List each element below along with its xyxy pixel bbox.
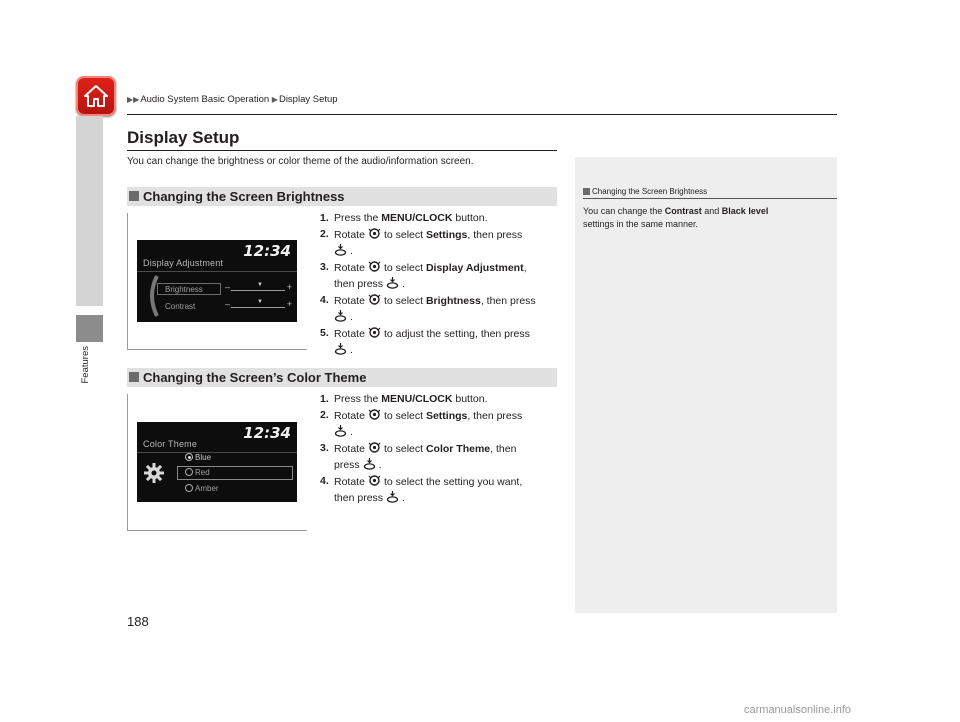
note-square-icon (583, 188, 590, 195)
breadcrumb (127, 94, 338, 105)
breadcrumb-link-audio[interactable]: Audio System Basic Operation (140, 94, 270, 105)
screen-clock: 12:34 (243, 424, 291, 442)
side-tab-background (76, 116, 103, 306)
side-tab-marker (76, 315, 103, 342)
step: 3. Rotate to select Color Theme, then press . (320, 442, 517, 471)
brightness-screen (137, 240, 297, 322)
selector-knob-icon (368, 260, 381, 273)
brightness-screenshot (127, 213, 307, 350)
screen-divider (137, 452, 297, 453)
selector-knob-icon (368, 408, 381, 421)
screen-clock: 12:34 (243, 242, 291, 260)
intro-text: You can change the brightness or color theme of the audio/information screen. (127, 156, 474, 167)
breadcrumb-current: Display Setup (278, 94, 338, 105)
selector-knob-icon (368, 441, 381, 454)
step: 4. Rotate to select the setting you want, then press . (320, 475, 523, 504)
watermark: carmanualsonline.info (744, 704, 852, 716)
press-knob-icon (334, 342, 347, 355)
title-rule (127, 150, 557, 151)
breadcrumb-arrow-icon: ▶ (271, 95, 278, 104)
step: 1. Press the MENU/CLOCK button. (320, 212, 488, 224)
option-blue[interactable]: Blue (185, 453, 211, 462)
screen-title: Color Theme (143, 439, 198, 449)
note-heading: Changing the Screen Brightness (583, 187, 707, 196)
color-theme-screenshot (127, 394, 307, 531)
step: 1. Press the MENU/CLOCK button. (320, 393, 488, 405)
page-number: 188 (127, 614, 149, 629)
step: 2. Rotate to select Settings, then press . (320, 409, 523, 438)
radio-icon (185, 484, 193, 492)
section-heading-color-theme: Changing the Screen’s Color Theme (127, 368, 557, 387)
breadcrumb-arrow-icon: ▶▶ (127, 95, 140, 104)
selector-knob-icon (368, 227, 381, 240)
brightness-steps (320, 211, 536, 358)
press-knob-icon (386, 490, 399, 503)
color-theme-steps (320, 392, 522, 506)
selector-knob-icon (368, 326, 381, 339)
selector-knob-icon (368, 293, 381, 306)
screen-title: Display Adjustment (143, 258, 224, 268)
home-icon (83, 83, 109, 109)
page-title: Display Setup (127, 128, 240, 147)
radio-icon (185, 468, 193, 476)
section-square-icon (129, 372, 139, 382)
press-knob-icon (386, 276, 399, 289)
gear-icon (143, 462, 165, 484)
selector-arc-icon (145, 274, 159, 318)
option-contrast[interactable]: Contrast (165, 302, 196, 311)
press-knob-icon (334, 309, 347, 322)
step: 4. Rotate to select Brightness, then press . (320, 294, 536, 323)
section-square-icon (129, 191, 139, 201)
note-rule (583, 198, 837, 199)
radio-selected-icon (185, 453, 193, 461)
section-heading-brightness: Changing the Screen Brightness (127, 187, 557, 206)
header-rule (127, 114, 837, 115)
step: 5. Rotate to adjust the setting, then press . (320, 327, 530, 356)
color-theme-screen (137, 422, 297, 502)
side-tab-label: Features (80, 346, 91, 384)
contrast-slider[interactable]: – ▼ + (225, 299, 292, 309)
option-brightness[interactable]: Brightness (165, 285, 203, 294)
brightness-slider[interactable]: – ▼ + (225, 282, 292, 292)
option-red[interactable]: Red (185, 468, 210, 477)
note-text: You can change the Contrast and Black level settings in the same manner. (583, 206, 769, 229)
step: 3. Rotate to select Display Adjustment, then press . (320, 261, 527, 290)
home-button[interactable] (76, 76, 116, 116)
press-knob-icon (334, 243, 347, 256)
step: 2. Rotate to select Settings, then press . (320, 228, 523, 257)
press-knob-icon (363, 457, 376, 470)
option-amber[interactable]: Amber (185, 484, 219, 493)
press-knob-icon (334, 424, 347, 437)
screen-divider (137, 271, 297, 272)
selector-knob-icon (368, 474, 381, 487)
